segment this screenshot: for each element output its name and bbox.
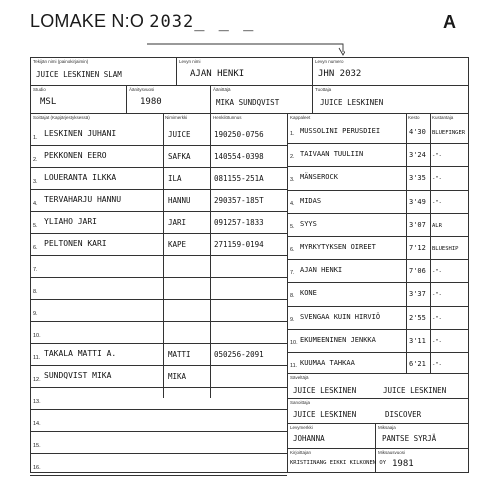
player-nickname: KAPE: [168, 240, 187, 249]
composer-value-2: JUICE LESKINEN: [383, 386, 447, 395]
track-row-line: [287, 282, 469, 283]
form-number-dashes: _ _ _: [194, 12, 256, 32]
player-row-line: [30, 453, 287, 454]
number-value: JHN 2032: [318, 69, 362, 79]
track-row-line: [287, 143, 469, 144]
player-row-number: 15.: [33, 443, 41, 449]
id-column-label: Henkilötunnus: [213, 115, 242, 120]
lyricist-label: Sanoittaja: [290, 400, 311, 405]
player-row-number: 12.: [33, 377, 41, 383]
artist-label: Tekijän nimi (painokirjaimin): [33, 59, 89, 64]
number-label: Levyn numero: [315, 59, 344, 64]
track-row-number: 9.: [290, 317, 295, 323]
record-label: Levyn nimi: [179, 59, 201, 64]
track-title: EKUMEENINEN JENKKA: [300, 336, 376, 344]
track-row-number: 11.: [290, 363, 298, 369]
form-title: [30, 11, 255, 32]
track-title: SYYS: [300, 220, 317, 228]
player-id: 271159-0194: [214, 240, 264, 249]
player-nickname: JARI: [168, 218, 187, 227]
track-row-line: [287, 166, 469, 167]
track-row-number: 7.: [290, 270, 295, 276]
copy-letter: A: [443, 12, 456, 32]
engineer-label: Äänittäjä: [213, 87, 231, 92]
track-title: MYRKYTYKSEN OIREET: [300, 243, 376, 251]
track-row-number: 5.: [290, 224, 295, 230]
track-row-line: [287, 352, 469, 353]
engineer-value: MIKA SUNDQVIST: [216, 98, 280, 107]
mixer-label: Miksaaja: [378, 425, 396, 430]
player-id: 050256-2091: [214, 350, 264, 359]
track-row-line: [287, 190, 469, 191]
track-duration: 2'55: [409, 314, 426, 322]
player-row-number: 4.: [33, 201, 38, 207]
track-row-number: 3.: [290, 177, 295, 183]
track-row-line: [287, 236, 469, 237]
player-row-line: [30, 211, 287, 212]
player-row-number: 13.: [33, 399, 41, 405]
player-row-line: [30, 365, 287, 366]
track-publisher: -"-: [432, 316, 442, 322]
player-row-number: 16.: [33, 465, 41, 471]
tracks-column-label: Kappaleet: [290, 115, 311, 120]
track-publisher: BLUESHIP: [432, 246, 459, 252]
track-row-line: [287, 213, 469, 214]
track-publisher: -"-: [432, 153, 442, 159]
track-duration: 6'21: [409, 360, 426, 368]
track-duration: 4'30: [409, 128, 426, 136]
player-row-number: 1.: [33, 135, 38, 141]
player-row-line: [30, 167, 287, 168]
producer-value: JUICE LESKINEN: [320, 98, 384, 107]
player-id: 190250-0756: [214, 130, 264, 139]
track-publisher: BLUEFINGER: [432, 130, 466, 136]
writer-value: KRISTIINANG EIKKI KILKONEN OY: [290, 460, 387, 466]
player-row-line: [30, 387, 287, 388]
player-row-line: [30, 299, 287, 300]
track-duration: 3'37: [409, 290, 426, 298]
track-duration: 7'06: [409, 267, 426, 275]
player-nickname: SAFKA: [168, 152, 191, 161]
track-title: TAIVAAN TUULIIN: [300, 150, 364, 158]
composer-value-1: JUICE LESKINEN: [293, 386, 357, 395]
track-title: MÄNSEROCK: [300, 173, 338, 181]
track-row-number: 4.: [290, 201, 295, 207]
player-name: LOUERANTA ILKKA: [44, 173, 117, 182]
track-publisher: -"-: [432, 200, 442, 206]
producer-label: Tuottaja: [315, 87, 332, 92]
pointer-arrow-icon: [145, 34, 345, 56]
track-publisher: -"-: [432, 292, 442, 298]
label-mark-label: Levymerkki: [290, 425, 313, 430]
player-row-line: [30, 233, 287, 234]
player-nickname: MATTI: [168, 350, 191, 359]
track-title: KONE: [300, 289, 317, 297]
mixer-value: PANTSE SYRJÄ: [382, 434, 437, 443]
track-row-number: 6.: [290, 247, 295, 253]
player-row-number: 7.: [33, 267, 38, 273]
player-row-line: [30, 255, 287, 256]
track-publisher: -"-: [432, 269, 442, 275]
mix-year-label: Miksausvuosi: [378, 450, 406, 455]
player-row-number: 6.: [33, 245, 38, 251]
player-id: 081155-251A: [214, 174, 264, 183]
player-name: TAKALA MATTI A.: [44, 349, 117, 358]
player-name: YLIAHO JARI: [44, 217, 97, 226]
player-row-number: 2.: [33, 157, 38, 163]
lyricist-value-1: JUICE LESKINEN: [293, 410, 357, 419]
track-row-number: 1.: [290, 131, 295, 137]
record-value: AJAN HENKI: [190, 69, 245, 79]
track-title: KUUMAA TAHKAA: [300, 359, 355, 367]
player-id: 140554-0398: [214, 152, 264, 161]
player-name: PEKKONEN EERO: [44, 151, 107, 160]
player-name: TERVAHARJU HANNU: [44, 195, 122, 204]
track-row-number: 2.: [290, 154, 295, 160]
track-title: MIDAS: [300, 197, 322, 205]
track-title: MUSSOLINI PERUSDIEI: [300, 127, 381, 135]
publisher-column-label: Kustantaja: [432, 115, 454, 120]
player-name: PELTONEN KARI: [44, 239, 107, 248]
label-mark-value: JOHANNA: [293, 434, 325, 443]
track-duration: 3'49: [409, 198, 426, 206]
studio-label: Studio: [33, 87, 46, 92]
form-title-text: LOMAKE N:O: [30, 11, 145, 31]
players-column-label: Soittajat (Kapjärjestyksessä): [33, 115, 90, 120]
duration-column-label: Kesto: [408, 115, 420, 120]
track-row-line: [287, 259, 469, 260]
form-number: 2032: [149, 12, 195, 32]
nickname-column-label: Nimimerkki: [165, 115, 188, 120]
player-row-line: [30, 475, 287, 476]
track-duration: 3'35: [409, 174, 426, 182]
player-row-number: 9.: [33, 311, 38, 317]
player-row-number: 10.: [33, 333, 41, 339]
player-row-line: [30, 409, 287, 410]
player-nickname: HANNU: [168, 196, 191, 205]
player-row-line: [30, 431, 287, 432]
player-row-line: [30, 189, 287, 190]
player-row-line: [30, 343, 287, 344]
year-value: 1980: [140, 97, 162, 107]
player-nickname: JUICE: [168, 130, 191, 139]
player-id: 290357-185T: [214, 196, 264, 205]
track-publisher: ALR: [432, 223, 442, 229]
track-publisher: -"-: [432, 176, 442, 182]
mix-year-value: 1981: [392, 459, 414, 469]
player-row-number: 8.: [33, 289, 38, 295]
track-duration: 3'07: [409, 221, 426, 229]
artist-value: JUICE LESKINEN SLAM: [36, 70, 122, 79]
track-publisher: -"-: [432, 362, 442, 368]
track-duration: 3'11: [409, 337, 426, 345]
player-nickname: MIKA: [168, 372, 187, 381]
player-name: LESKINEN JUHANI: [44, 129, 117, 138]
track-row-line: [287, 306, 469, 307]
player-row-line: [30, 277, 287, 278]
track-duration: 3'24: [409, 151, 426, 159]
track-publisher: -"-: [432, 339, 442, 345]
writer-label: Kirjoittajan: [290, 450, 312, 455]
track-row-number: 8.: [290, 293, 295, 299]
track-row-number: 10.: [290, 340, 298, 346]
player-id: 091257-1833: [214, 218, 264, 227]
player-row-number: 5.: [33, 223, 38, 229]
composer-label: Säveltäjä: [290, 375, 309, 380]
track-title: AJAN HENKI: [300, 266, 343, 274]
track-duration: 7'12: [409, 244, 426, 252]
studio-value: MSL: [40, 97, 57, 107]
player-row-line: [30, 145, 287, 146]
player-row-number: 3.: [33, 179, 38, 185]
player-row-line: [30, 321, 287, 322]
player-row-number: 11.: [33, 355, 41, 361]
player-name: SUNDQVIST MIKA: [44, 371, 112, 380]
lyricist-value-2: DISCOVER: [385, 410, 422, 419]
player-row-number: 14.: [33, 421, 41, 427]
year-label: Äänitysvuosi: [129, 87, 155, 92]
track-row-line: [287, 329, 469, 330]
track-title: SVENGAA KUIN HIRVIÖ: [300, 313, 381, 321]
player-nickname: ILA: [168, 174, 182, 183]
